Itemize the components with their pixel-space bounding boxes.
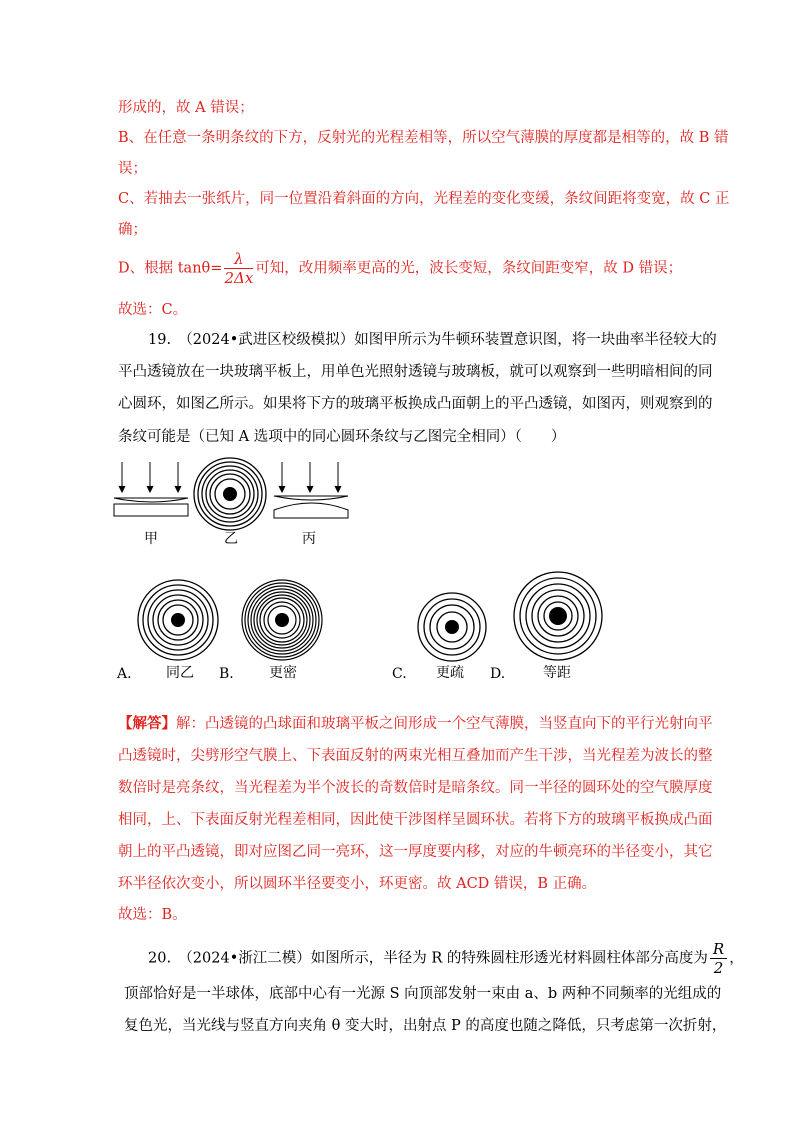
figure-jia (112, 460, 192, 520)
answer-choice-c: 故选：C。 (118, 302, 188, 318)
tan-fraction (224, 250, 253, 287)
option-b-label: 更密 (269, 665, 297, 681)
q19-line-4: 条纹可能是（已知 A 选项中的同心圆环条纹与乙图完全相同）（ ） (118, 429, 566, 445)
q20-line-3: 复色光，当光线与竖直方向夹角 θ 变大时，出射点 P 的高度也随之降低，只考虑第一次折射， (124, 1018, 727, 1034)
q20-line-1 (148, 940, 744, 977)
q19-line-2: 平凸透镜放在一块玻璃平板上，用单色光照射透镜与玻璃板，就可以观察到一些明暗相间的同 (118, 364, 713, 380)
q20-text-1: 20. （2024•浙江二模）如图所示，半径为 R 的特殊圆柱形透光材料圆柱体部分高度为 (148, 950, 708, 967)
figure-label-bing: 丙 (302, 531, 316, 547)
answer-line-6 (118, 250, 682, 287)
option-c-label: 更疏 (436, 665, 464, 681)
solution-line-3: 数倍时是亮条纹，当光程差为半个波长的奇数倍时是暗条纹。同一半径的圆环处的空气膜厚度 (118, 780, 713, 796)
option-a-letter: A. (117, 666, 132, 682)
solution-line-2: 凸透镜时，尖劈形空气膜上、下表面反射的两束光相互叠加而产生干涉，当光程差为波长的整 (118, 748, 713, 764)
option-a-label: 同乙 (166, 665, 194, 681)
option-b-rings (240, 578, 324, 662)
option-d-rings (512, 570, 604, 662)
fraction-numerator: λ (224, 250, 253, 269)
solution-line-6: 环半径依次变小，所以圆环半径要变小，环更密。故 ACD 错误，B 正确。 (118, 876, 597, 892)
q20-fraction-denominator: 2 (713, 959, 724, 977)
figure-yi (192, 456, 268, 532)
answer-line-5: 确； (118, 222, 147, 238)
answer-line-3: 误； (118, 161, 147, 177)
solution-choice: 故选：B。 (118, 907, 187, 923)
q19-line-1: 19. （2024•武进区校级模拟）如图甲所示为牛顿环装置意识图，将一块曲率半径较大的 (148, 332, 717, 348)
solution-tag: 【解答】 (118, 715, 176, 732)
option-c-letter: C. (392, 666, 407, 682)
answer-line-4: C、若抽去一张纸片，同一位置沿着斜面的方向，光程差的变化变缓，条纹间距将变宽，故 C 正 (118, 191, 730, 207)
option-b-letter: B. (219, 666, 234, 682)
q19-line-3: 心圆环，如图乙所示。如果将下方的玻璃平板换成凸面朝上的平凸透镜，如图丙，则观察到的 (118, 396, 713, 412)
answer-line-6-post: 可知，改用频率更高的光，波长变短，条纹间距变窄，故 D 错误； (255, 260, 683, 277)
figure-label-jia: 甲 (144, 531, 158, 547)
option-c-rings (416, 591, 488, 663)
solution-line-1 (118, 714, 713, 734)
q20-comma: ， (729, 950, 744, 967)
option-a-rings (136, 578, 220, 662)
answer-line-2: B、在任意一条明条纹的下方，反射光的光程差相等，所以空气薄膜的厚度都是相等的，故 B 错 (118, 130, 729, 146)
solution-text-1: 解：凸透镜的凸球面和玻璃平板之间形成一个空气薄膜，当竖直向下的平行光射向平 (176, 716, 713, 732)
answer-line-6-pre: D、根据 tanθ= (118, 260, 223, 277)
figure-label-yi: 乙 (224, 531, 238, 547)
figure-bing (272, 460, 352, 522)
option-d-letter: D. (490, 666, 506, 682)
fraction-denominator: 2Δx (224, 269, 254, 287)
option-d-label: 等距 (543, 665, 571, 681)
answer-line-1: 形成的，故 A 错误； (118, 100, 254, 116)
solution-line-4: 相同，上、下表面反射光程差相同，因此使干涉图样呈圆环状。若将下方的玻璃平板换成凸面 (118, 812, 713, 828)
q20-line-2: 顶部恰好是一半球体，底部中心有一光源 S 向顶部发射一束由 a、b 两种不同频率的光组成的 (124, 986, 722, 1002)
q20-fraction-numerator: R (710, 940, 727, 959)
solution-line-5: 朝上的平凸透镜，即对应图乙同一亮环，这一厚度要内移，对应的牛顿亮环的半径变小，其它 (118, 844, 713, 860)
q20-fraction (710, 940, 727, 977)
